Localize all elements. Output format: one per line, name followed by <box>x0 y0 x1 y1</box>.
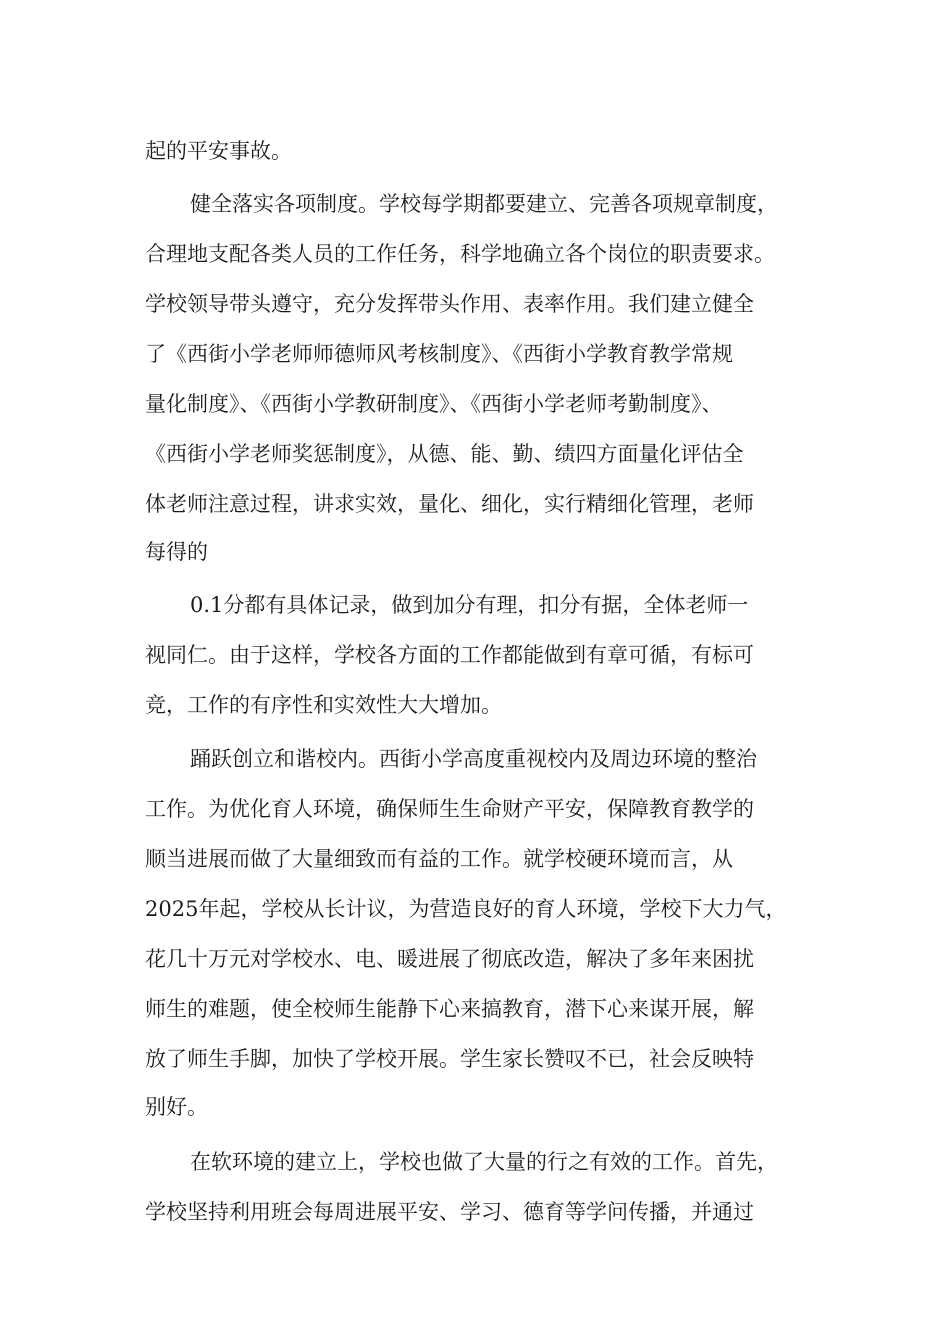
text-line: 别好。 <box>145 1095 208 1119</box>
text-line: 在软环境的建立上，学校也做了大量的行之有效的工作。首先， <box>190 1150 778 1174</box>
text-line: 视同仁。由于这样，学校各方面的工作都能做到有章可循，有标可 <box>145 643 754 667</box>
text-line: 顺当进展而做了大量细致而有益的工作。就学校硬环境而言，从 <box>145 847 733 871</box>
text-line: 工作。为优化育人环境，确保师生生命财产平安，保障教育教学的 <box>145 797 754 821</box>
text-line: 踊跃创立和谐校内。西街小学高度重视校内及周边环境的整治 <box>190 747 757 771</box>
text-line: 花几十万元对学校水、电、暖进展了彻底改造，解决了多年来困扰 <box>145 947 754 971</box>
text-line: 体老师注意过程，讲求实效，量化、细化，实行精细化管理，老师 <box>145 492 754 516</box>
text-line: 起的平安事故。 <box>145 139 292 163</box>
text-line: 0.1分都有具体记录，做到加分有理，扣分有据，全体老师一 <box>190 593 749 617</box>
text-line: 学校领导带头遵守，充分发挥带头作用、表率作用。我们建立健全 <box>145 292 754 316</box>
text-line: 学校坚持利用班会每周进展平安、学习、德育等学问传播，并通过 <box>145 1200 754 1224</box>
text-line: 每得的 <box>145 540 208 564</box>
text-line: 量化制度》、《西街小学教研制度》、《西街小学老师考勤制度》、 <box>145 392 723 416</box>
text-line: 了《西街小学老师师德师风考核制度》、《西街小学教育教学常规 <box>145 342 733 366</box>
text-line: 健全落实各项制度。学校每学期都要建立、完善各项规章制度， <box>190 192 778 216</box>
text-line: 放了师生手脚，加快了学校开展。学生家长赞叹不已，社会反映特 <box>145 1047 754 1071</box>
text-line: 2025年起，学校从长计议，为营造良好的育人环境，学校下大力气， <box>145 897 787 921</box>
text-line: 竞，工作的有序性和实效性大大增加。 <box>145 693 502 717</box>
text-line: 师生的难题，使全校师生能静下心来搞教育，潜下心来谋开展，解 <box>145 997 754 1021</box>
text-line: 《西街小学老师奖惩制度》，从德、能、勤、绩四方面量化评估全 <box>145 442 744 466</box>
text-line: 合理地支配各类人员的工作任务，科学地确立各个岗位的职责要求。 <box>145 242 775 266</box>
